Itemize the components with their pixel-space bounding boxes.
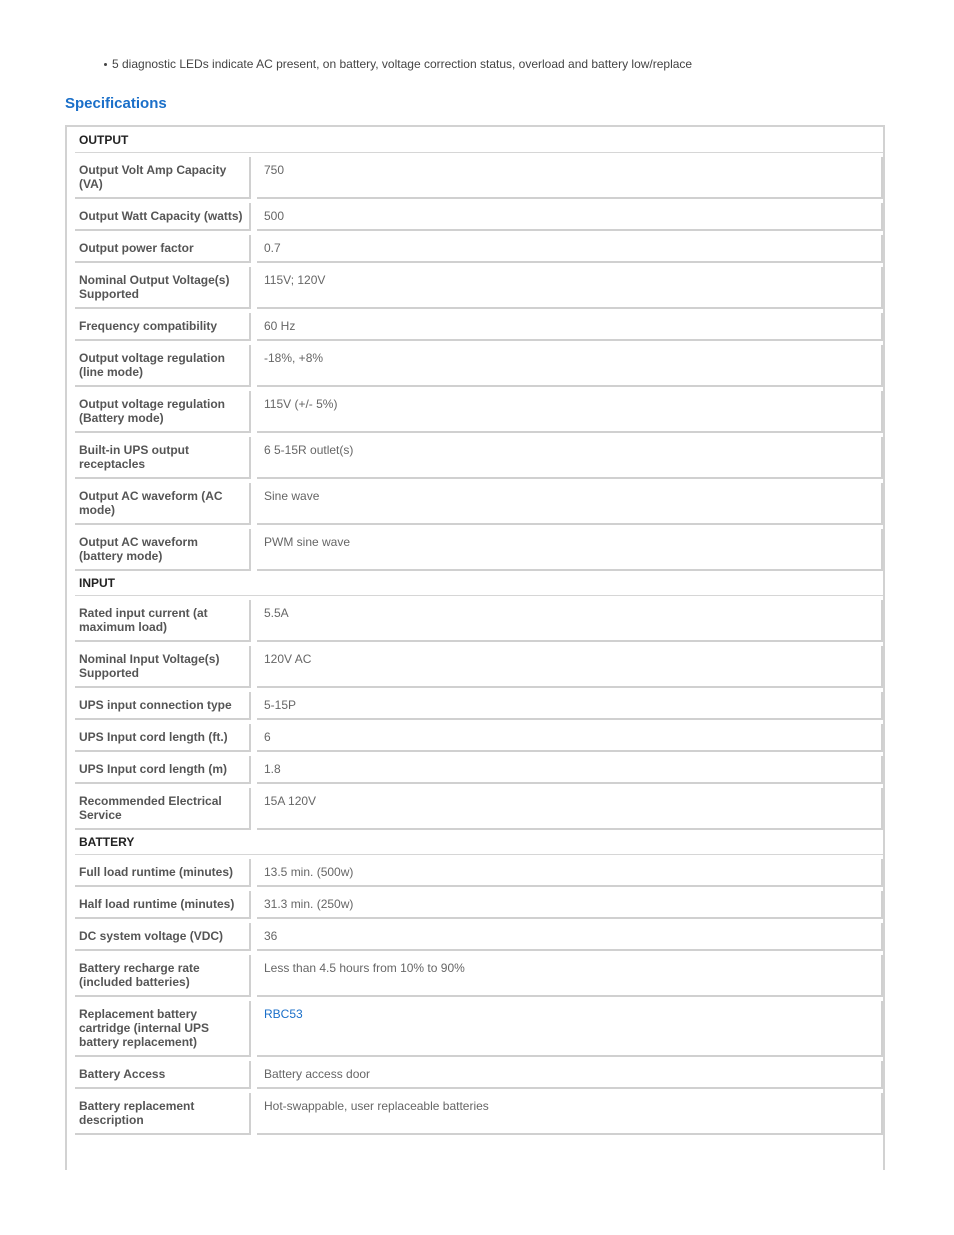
spec-label: Half load runtime (minutes) <box>75 891 251 919</box>
spec-label: Replacement battery cartridge (internal UPS battery replacement) <box>75 1001 251 1057</box>
specifications-table-frame <box>65 125 885 1170</box>
spec-label: UPS input connection type <box>75 692 251 720</box>
bullet-dot-icon <box>104 63 107 66</box>
spec-value-cell <box>257 724 883 752</box>
spec-row <box>75 600 883 642</box>
spec-value-cell <box>257 157 883 199</box>
spec-row <box>75 724 883 752</box>
spec-row <box>75 235 883 263</box>
spec-value-cell <box>257 1001 883 1057</box>
spec-label: Output Watt Capacity (watts) <box>75 203 251 231</box>
spec-row <box>75 437 883 479</box>
spec-value: 5-15P <box>264 698 297 712</box>
spec-label: Battery Access <box>75 1061 251 1089</box>
specifications-heading: Specifications <box>65 95 167 112</box>
spec-value: 6 <box>264 730 271 744</box>
spec-value-cell <box>257 345 883 387</box>
spec-value-cell <box>257 203 883 231</box>
spec-label: Output power factor <box>75 235 251 263</box>
spec-value: 13.5 min. (500w) <box>264 865 354 879</box>
spec-row <box>75 859 883 887</box>
spec-row <box>75 756 883 784</box>
feature-bullet-text: 5 diagnostic LEDs indicate AC present, on battery, voltage correction status, overload and battery low/replace <box>112 57 693 71</box>
spec-value: 15A 120V <box>264 794 317 808</box>
spec-row <box>75 955 883 997</box>
spec-label: Recommended Electrical Service <box>75 788 251 830</box>
spec-value: Battery access door <box>264 1067 371 1081</box>
spec-label: Built-in UPS output receptacles <box>75 437 251 479</box>
spec-value: 36 <box>264 929 278 943</box>
spec-row <box>75 1061 883 1089</box>
spec-value: 115V; 120V <box>264 273 326 287</box>
spec-value-cell <box>257 600 883 642</box>
spec-label: Battery recharge rate (included batteries) <box>75 955 251 997</box>
spec-value: PWM sine wave <box>264 535 351 549</box>
spec-value-cell <box>257 391 883 433</box>
spec-label: UPS Input cord length (ft.) <box>75 724 251 752</box>
spec-row <box>75 692 883 720</box>
spec-value: Sine wave <box>264 489 320 503</box>
spec-row <box>75 313 883 341</box>
spec-row <box>75 646 883 688</box>
spec-value-cell <box>257 235 883 263</box>
spec-label: Nominal Input Voltage(s) Supported <box>75 646 251 688</box>
section-heading-output: OUTPUT <box>75 128 883 153</box>
spec-value-cell <box>257 923 883 951</box>
spec-value: 115V (+/- 5%) <box>264 397 338 411</box>
section-heading-input: INPUT <box>75 571 883 596</box>
spec-value-cell <box>257 1093 883 1135</box>
spec-row <box>75 203 883 231</box>
replacement-battery-link[interactable]: RBC53 <box>264 1007 303 1021</box>
spec-value-cell <box>257 646 883 688</box>
spec-row <box>75 157 883 199</box>
spec-label: Nominal Output Voltage(s) Supported <box>75 267 251 309</box>
spec-label: Output AC waveform (AC mode) <box>75 483 251 525</box>
spec-label: Frequency compatibility <box>75 313 251 341</box>
spec-value: Hot-swappable, user replaceable batteries <box>264 1099 489 1113</box>
spec-row <box>75 788 883 830</box>
spec-row <box>75 1093 883 1135</box>
spec-value: 6 5-15R outlet(s) <box>264 443 354 457</box>
spec-value-cell <box>257 955 883 997</box>
spec-row <box>75 923 883 951</box>
spec-value: 5.5A <box>264 606 289 620</box>
spec-value: 0.7 <box>264 241 281 255</box>
spec-row <box>75 891 883 919</box>
spec-value: 750 <box>264 163 285 177</box>
spec-row <box>75 267 883 309</box>
spec-value-cell <box>257 1061 883 1089</box>
spec-label: Output Volt Amp Capacity (VA) <box>75 157 251 199</box>
spec-value-cell <box>257 313 883 341</box>
spec-label: UPS Input cord length (m) <box>75 756 251 784</box>
spec-value-cell <box>257 437 883 479</box>
spec-label: Output voltage regulation (line mode) <box>75 345 251 387</box>
spec-row <box>75 345 883 387</box>
spec-value-cell <box>257 788 883 830</box>
spec-value-cell <box>257 891 883 919</box>
spec-value: 500 <box>264 209 285 223</box>
spec-label: Battery replacement description <box>75 1093 251 1135</box>
spec-label: DC system voltage (VDC) <box>75 923 251 951</box>
spec-label: Full load runtime (minutes) <box>75 859 251 887</box>
spec-value: 31.3 min. (250w) <box>264 897 354 911</box>
section-heading-battery: BATTERY <box>75 830 883 855</box>
spec-label: Output voltage regulation (Battery mode) <box>75 391 251 433</box>
feature-bullet <box>104 57 692 71</box>
spec-value: 1.8 <box>264 762 281 776</box>
spec-value: 60 Hz <box>264 319 296 333</box>
spec-row <box>75 529 883 571</box>
spec-value-cell <box>257 529 883 571</box>
spec-value: -18%, +8% <box>264 351 324 365</box>
spec-row <box>75 391 883 433</box>
spec-value: 120V AC <box>264 652 312 666</box>
spec-value-cell <box>257 267 883 309</box>
spec-row <box>75 1001 883 1057</box>
spec-label: Output AC waveform (battery mode) <box>75 529 251 571</box>
spec-value: Less than 4.5 hours from 10% to 90% <box>264 961 465 975</box>
spec-value-cell <box>257 756 883 784</box>
spec-row <box>75 483 883 525</box>
spec-value-cell <box>257 859 883 887</box>
spec-value-cell <box>257 483 883 525</box>
spec-value-cell <box>257 692 883 720</box>
specifications-table <box>75 128 883 1135</box>
spec-label: Rated input current (at maximum load) <box>75 600 251 642</box>
